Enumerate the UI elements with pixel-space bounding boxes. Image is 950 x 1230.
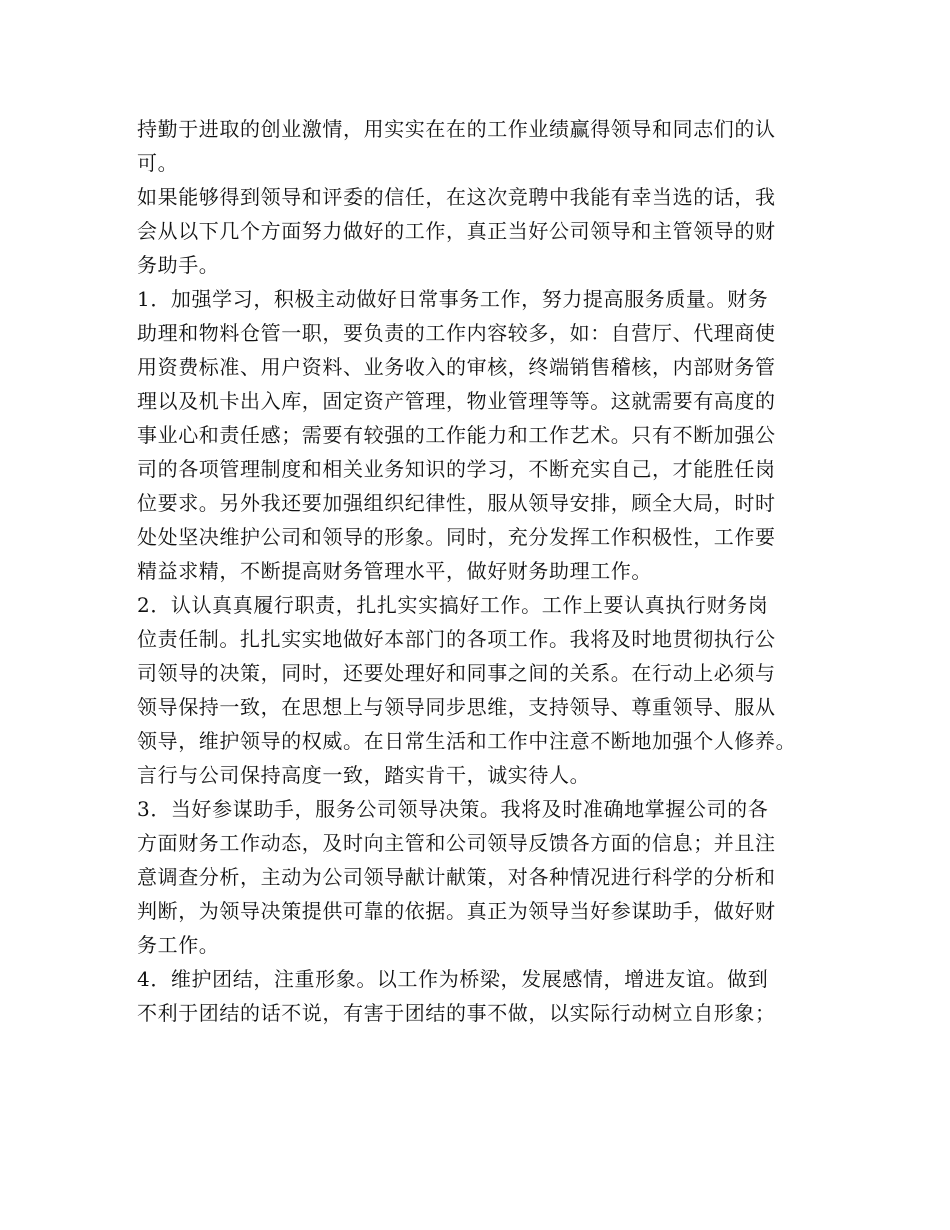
text-line: 务工作。 xyxy=(137,933,220,957)
text-line: 用资费标准、用户资料、业务收入的审核，终端销售稽核，内部财务管 xyxy=(137,355,776,379)
text-line: 事业心和责任感；需要有较强的工作能力和工作艺术。只有不断加强公 xyxy=(137,423,776,447)
text-line: 领导，维护领导的权威。在日常生活和工作中注意不断地加强个人修养。 xyxy=(137,729,797,753)
text-line: 判断，为领导决策提供可靠的依据。真正为领导当好参谋助手，做好财 xyxy=(137,899,776,923)
text-line: 位责任制。扎扎实实地做好本部门的各项工作。我将及时地贯彻执行公 xyxy=(137,627,776,651)
text-line: 2．认认真真履行职责，扎扎实实搞好工作。工作上要认真执行财务岗 xyxy=(137,593,769,617)
text-line: 司的各项管理制度和相关业务知识的学习，不断充实自己，才能胜任岗 xyxy=(137,457,776,481)
text-line: 位要求。另外我还要加强组织纪律性，服从领导安排，顾全大局，时时 xyxy=(137,491,776,515)
text-line: 领导保持一致，在思想上与领导同步思维，支持领导、尊重领导、服从 xyxy=(137,695,776,719)
text-line: 精益求精，不断提高财务管理水平，做好财务助理工作。 xyxy=(137,559,652,583)
text-line: 如果能够得到领导和评委的信任，在这次竞聘中我能有幸当选的话，我 xyxy=(137,185,776,209)
text-line: 3．当好参谋助手，服务公司领导决策。我将及时准确地掌握公司的各 xyxy=(137,797,769,821)
text-line: 务助手。 xyxy=(137,253,220,277)
text-line: 持勤于进取的创业激情，用实实在在的工作业绩赢得领导和同志们的认 xyxy=(137,117,776,141)
text-line: 1．加强学习，积极主动做好日常事务工作，努力提高服务质量。财务 xyxy=(137,287,769,311)
document-body xyxy=(137,112,837,1030)
text-line: 司领导的决策，同时，还要处理好和同事之间的关系。在行动上必须与 xyxy=(137,661,776,685)
text-line: 4．维护团结，注重形象。以工作为桥梁，发展感情，增进友谊。做到 xyxy=(137,967,769,991)
text-line: 方面财务工作动态，及时向主管和公司领导反馈各方面的信息；并且注 xyxy=(137,831,776,855)
text-line: 可。 xyxy=(137,151,179,175)
text-line: 处处坚决维护公司和领导的形象。同时，充分发挥工作积极性，工作要 xyxy=(137,525,776,549)
text-line: 意调查分析，主动为公司领导献计献策，对各种情况进行科学的分析和 xyxy=(137,865,776,889)
text-line: 不利于团结的话不说，有害于团结的事不做，以实际行动树立自形象； xyxy=(137,1001,776,1025)
text-line: 会从以下几个方面努力做好的工作，真正当好公司领导和主管领导的财 xyxy=(137,219,776,243)
text-line: 言行与公司保持高度一致，踏实肯干，诚实待人。 xyxy=(137,763,591,787)
text-line: 理以及机卡出入库，固定资产管理，物业管理等等。这就需要有高度的 xyxy=(137,389,776,413)
text-line: 助理和物料仓管一职，要负责的工作内容较多，如：自营厅、代理商使 xyxy=(137,321,776,345)
